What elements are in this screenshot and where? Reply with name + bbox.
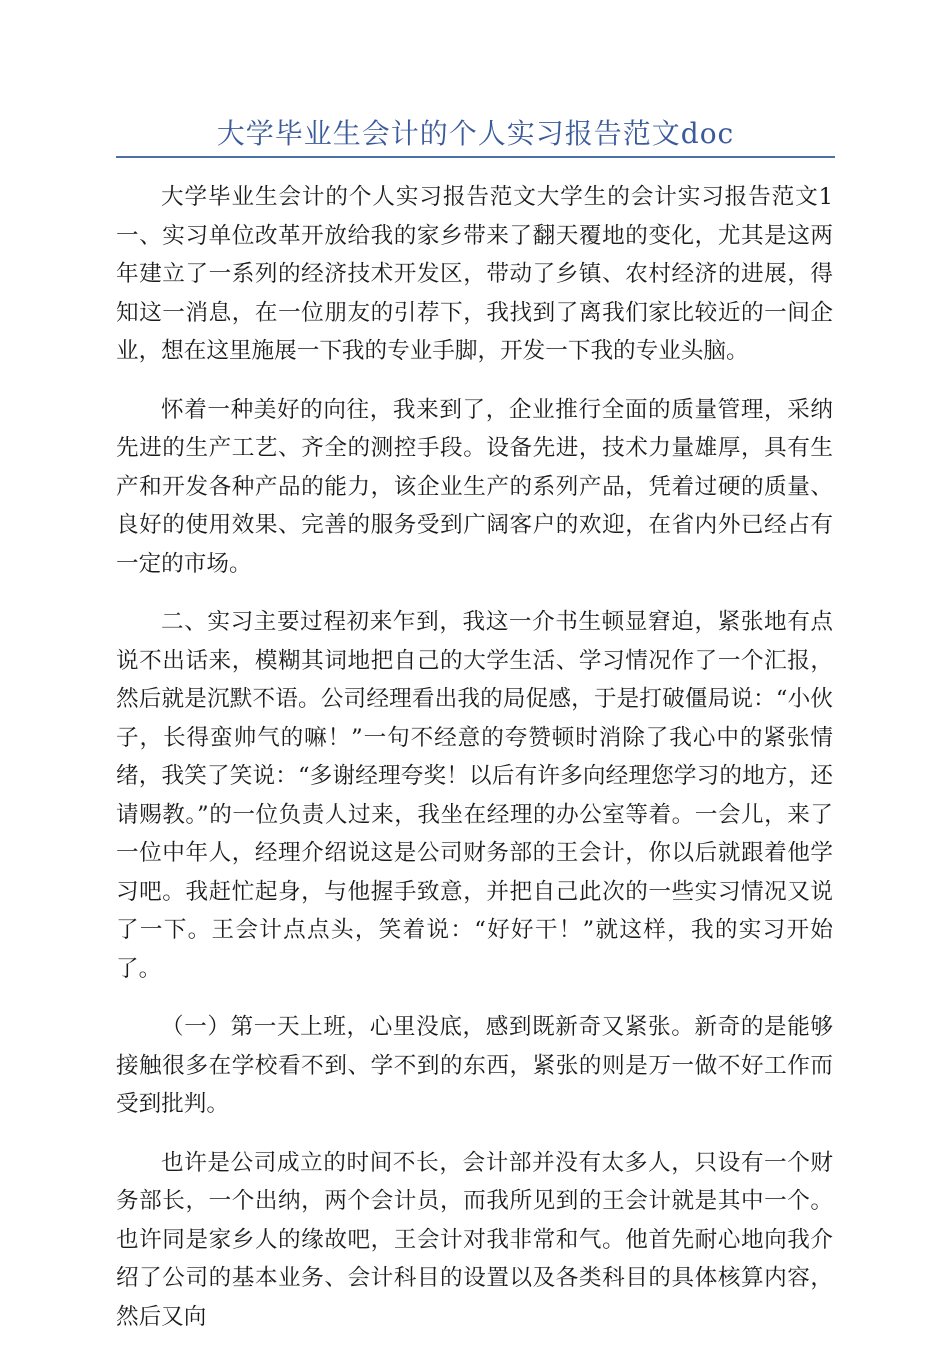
paragraph-1: 大学毕业生会计的个人实习报告范文大学生的会计实习报告范文1一、实习单位改革开放给我的家乡带来了翻天覆地的变化，尤其是这两年建立了一系列的经济技术开发区，带动了乡镇、农村经济的进展，得知这一消息，在一位朋友的引荐下，我找到了离我们家比较近的一间企业，想在这里施展一下我的专业手脚，开发一下我的专业头脑。 <box>116 184 833 364</box>
document-title: 大学毕业生会计的个人实习报告范文doc <box>216 117 735 150</box>
document-body <box>116 178 833 1356</box>
title-underline <box>116 112 835 158</box>
paragraph-3: 二、实习主要过程初来乍到，我这一介书生顿显窘迫，紧张地有点说不出话来，模糊其词地把自己的大学生活、学习情况作了一个汇报，然后就是沉默不语。公司经理看出我的局促感，于是打破僵局说：“小伙子，长得蛮帅气的嘛！”一句不经意的夸赞顿时消除了我心中的紧张情绪，我笑了笑说：“多谢经理夸奖！以后有许多向经理您学习的地方，还请赐教。”的一位负责人过来，我坐在经理的办公室等着。一会儿，来了一位中年人，经理介绍说这是公司财务部的王会计，你以后就跟着他学习吧。我赶忙起身，与他握手致意，并把自己此次的一些实习情况又说了一下。王会计点点头，笑着说：“好好干！”就这样，我的实习开始了。 <box>116 609 833 982</box>
paragraph-5: 也许是公司成立的时间不长，会计部并没有太多人，只设有一个财务部长，一个出纳，两个会计员，而我所见到的王会计就是其中一个。也许同是家乡人的缘故吧，王会计对我非常和气。他首先耐心地向我介绍了公司的基本业务、会计科目的设置以及各类科目的具体核算内容，然后又向 <box>116 1149 833 1330</box>
paragraph-2: 怀着一种美好的向往，我来到了，企业推行全面的质量管理，采纳先进的生产工艺、齐全的测控手段。设备先进，技术力量雄厚，具有生产和开发各种产品的能力，该企业生产的系列产品，凭着过硬的质量、良好的使用效果、完善的服务受到广阔客户的欢迎，在省内外已经占有一定的市场。 <box>116 396 833 577</box>
paragraph-4: （一）第一天上班，心里没底，感到既新奇又紧张。新奇的是能够接触很多在学校看不到、学不到的东西，紧张的则是万一做不好工作而受到批判。 <box>116 1014 833 1117</box>
